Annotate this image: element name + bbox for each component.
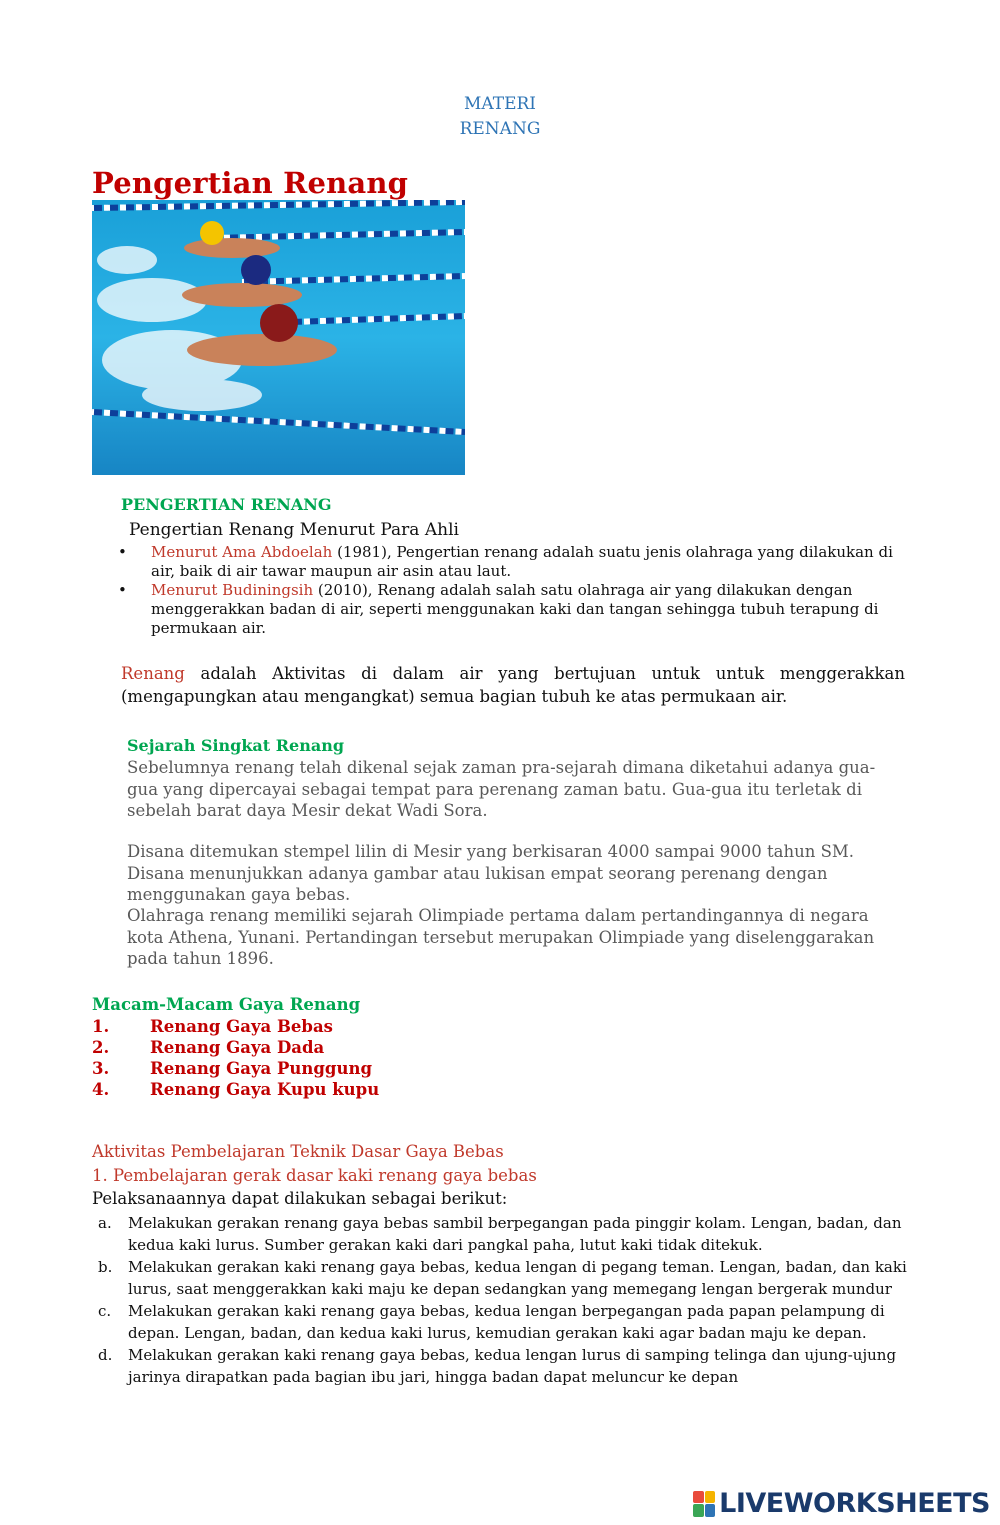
list-item: 2. Renang Gaya Dada (92, 1038, 325, 1057)
expert-definition: (1981), Pengertian renang adalah suatu jenis olahraga yang dilakukan di air, baik di air tawar maupun air asin atau laut. (151, 543, 893, 580)
history-paragraph-2: Disana ditemukan stempel lilin di Mesir yang berkisaran 4000 sampai 9000 tahun SM. Disana menunjukkan adanya gambar atau lukisan empat seorang perenang dengan menggunakan gaya bebas. (127, 842, 855, 904)
list-item: d. Melakukan gerakan kaki renang gaya bebas, kedua lengan lurus di samping telinga dan ujung-ujung jarinya dirapatkan pada bagian ibu jari, hingga badan dapat meluncur ke depan (98, 1346, 897, 1386)
list-item (118, 543, 918, 581)
history-paragraph-3: Olahraga renang memiliki sejarah Olimpiade pertama dalam pertandingannya di negara kota Athena, Yunani. Pertandingan tersebut merupakan Olimpiade yang diselenggarakan pada tahun 1896. (127, 906, 875, 968)
definition-term: Renang (121, 664, 185, 683)
activity-steps-list (92, 1212, 912, 1388)
list-item: b. Melakukan gerakan kaki renang gaya bebas, kedua lengan di pegang teman. Lengan, badan, dan kaki lurus, saat menggerakkan kaki maju ke depan sedangkan yang memegang lengan bergerak mundur (98, 1258, 907, 1298)
liveworksheets-mark-icon (693, 1491, 715, 1517)
expert-definitions-list (118, 543, 918, 638)
list-item: 1. Renang Gaya Bebas (92, 1017, 333, 1036)
section-subheading-ahli: Pengertian Renang Menurut Para Ahli (129, 520, 459, 540)
swimmers-photo (92, 200, 465, 475)
activity-subheading: 1. Pembelajaran gerak dasar kaki renang gaya bebas (92, 1166, 537, 1185)
header-line-2: RENANG (459, 119, 541, 139)
header-line-1: MATERI (463, 94, 537, 114)
expert-definition: (2010), Renang adalah salah satu olahraga air yang dilakukan dengan menggerakkan badan di air, seperti menggunakan kaki dan tangan sehingga tubuh terapung di permukaan air. (151, 581, 879, 637)
section-heading-pengertian: PENGERTIAN RENANG (121, 495, 332, 514)
logo-text: LIVEWORKSHEETS (719, 1488, 990, 1519)
list-item: 4. Renang Gaya Kupu kupu (92, 1080, 380, 1099)
document-header (0, 92, 1000, 142)
styles-heading: Macam-Macam Gaya Renang (92, 995, 361, 1014)
expert-name: Menurut Budiningsih (151, 581, 314, 599)
list-item: a. Melakukan gerakan renang gaya bebas sambil berpegangan pada pinggir kolam. Lengan, badan, dan kedua kaki lurus. Sumber gerakan kaki dari pangkal paha, lutut kaki tidak ditekuk. (98, 1214, 902, 1254)
expert-name: Menurut Ama Abdoelah (151, 543, 333, 561)
list-item: c. Melakukan gerakan kaki renang gaya bebas, kedua lengan berpegangan pada papan pelampung di depan. Lengan, badan, dan kedua kaki lurus, kemudian gerakan kaki agar badan maju ke depan. (98, 1302, 885, 1342)
activity-intro: Pelaksanaannya dapat dilakukan sebagai berikut: (92, 1189, 508, 1208)
list-item (118, 581, 918, 638)
list-item: 3. Renang Gaya Punggung (92, 1059, 372, 1078)
liveworksheets-logo[interactable] (693, 1488, 990, 1519)
history-heading: Sejarah Singkat Renang (127, 736, 345, 755)
activity-heading: Aktivitas Pembelajaran Teknik Dasar Gaya Bebas (92, 1142, 504, 1161)
renang-definition (121, 662, 905, 708)
definition-text: adalah Aktivitas di dalam air yang bertujuan untuk untuk menggerakkan (mengapungkan atau mengangkat) semua bagian tubuh ke atas permukaan air. (121, 664, 905, 706)
swimming-styles-list (92, 1016, 379, 1100)
page-title: Pengertian Renang (92, 166, 409, 200)
history-paragraph-1: Sebelumnya renang telah dikenal sejak zaman pra-sejarah dimana diketahui adanya gua-gua yang dipercayai sebagai tempat para perenang zaman batu. Gua-gua itu terletak di sebelah barat daya Mesir dekat Wadi Sora. (127, 758, 876, 820)
